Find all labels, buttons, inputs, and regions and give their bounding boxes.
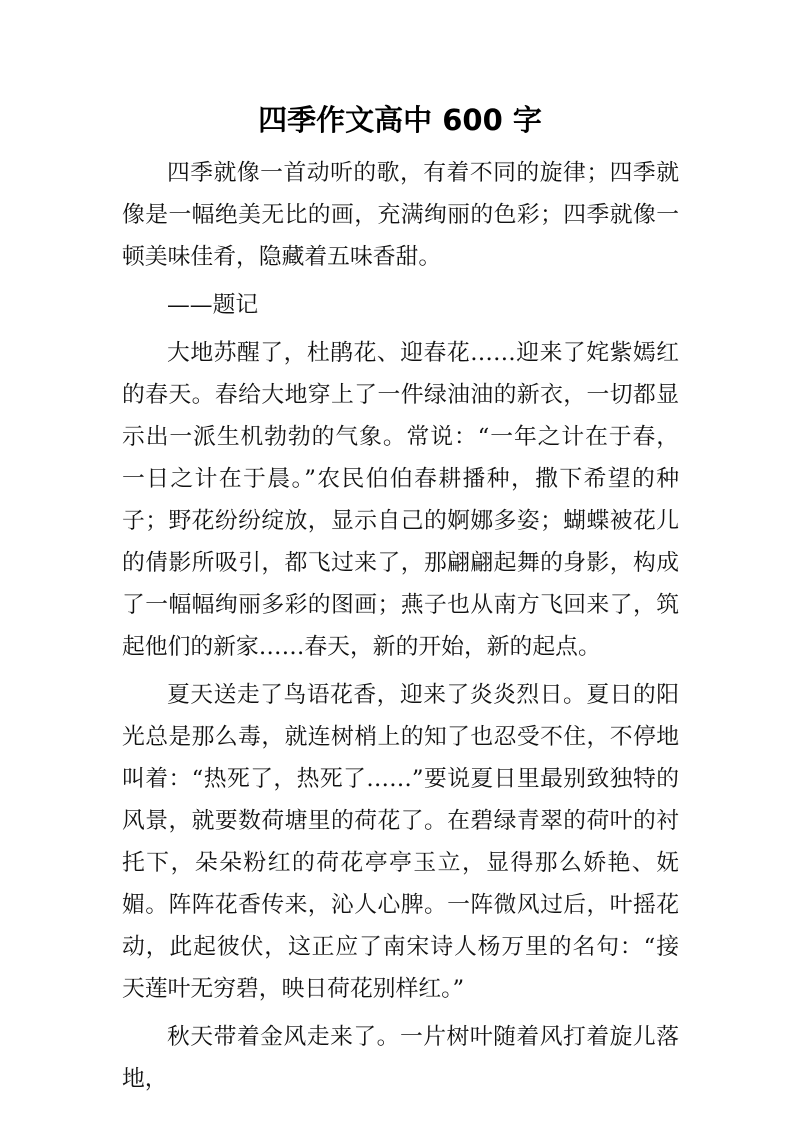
paragraph-epigraph: ——题记: [167, 292, 259, 318]
document-title: 四季作文高中 600 字: [258, 103, 542, 137]
document-body: [122, 152, 679, 1106]
paragraph-intro: 四季就像一首动听的歌，有着不同的旋律；四季就像是一幅绝美无比的画，充满绚丽的色彩；四季就像一顿美味佳肴，隐藏着五味香甜。: [122, 160, 679, 270]
paragraph-spring: 大地苏醒了，杜鹃花、迎春花……迎来了姹紫嫣红的春天。春给大地穿上了一件绿油油的新衣，一切都显示出一派生机勃勃的气象。常说：“一年之计在于春，一日之计在于晨。”农民伯伯春耕播种，撒下希望的种子；野花纷纷绽放，显示自己的婀娜多姿；蝴蝶被花儿的倩影所吸引，都飞过来了，那翩翩起舞的身影，构成了一幅幅绚丽多彩的图画；燕子也从南方飞回来了，筑起他们的新家……春天，新的开始，新的起点。: [122, 340, 679, 660]
paragraph-autumn: 秋天带着金风走来了。一片树叶随着风打着旋儿落地，: [122, 1024, 679, 1092]
paragraph-summer: 夏天送走了鸟语花香，迎来了炎炎烈日。夏日的阳光总是那么毒，就连树梢上的知了也忍受不住，不停地叫着：“热死了，热死了……”要说夏日里最别致独特的风景，就要数荷塘里的荷花了。在碧绿青翠的荷叶的衬托下，朵朵粉红的荷花亭亭玉立，显得那么娇艳、妩媚。阵阵花香传来，沁人心脾。一阵微风过后，叶摇花动，此起彼伏，这正应了南宋诗人杨万里的名句：“接天莲叶无穷碧，映日荷花别样红。”: [122, 682, 679, 1002]
